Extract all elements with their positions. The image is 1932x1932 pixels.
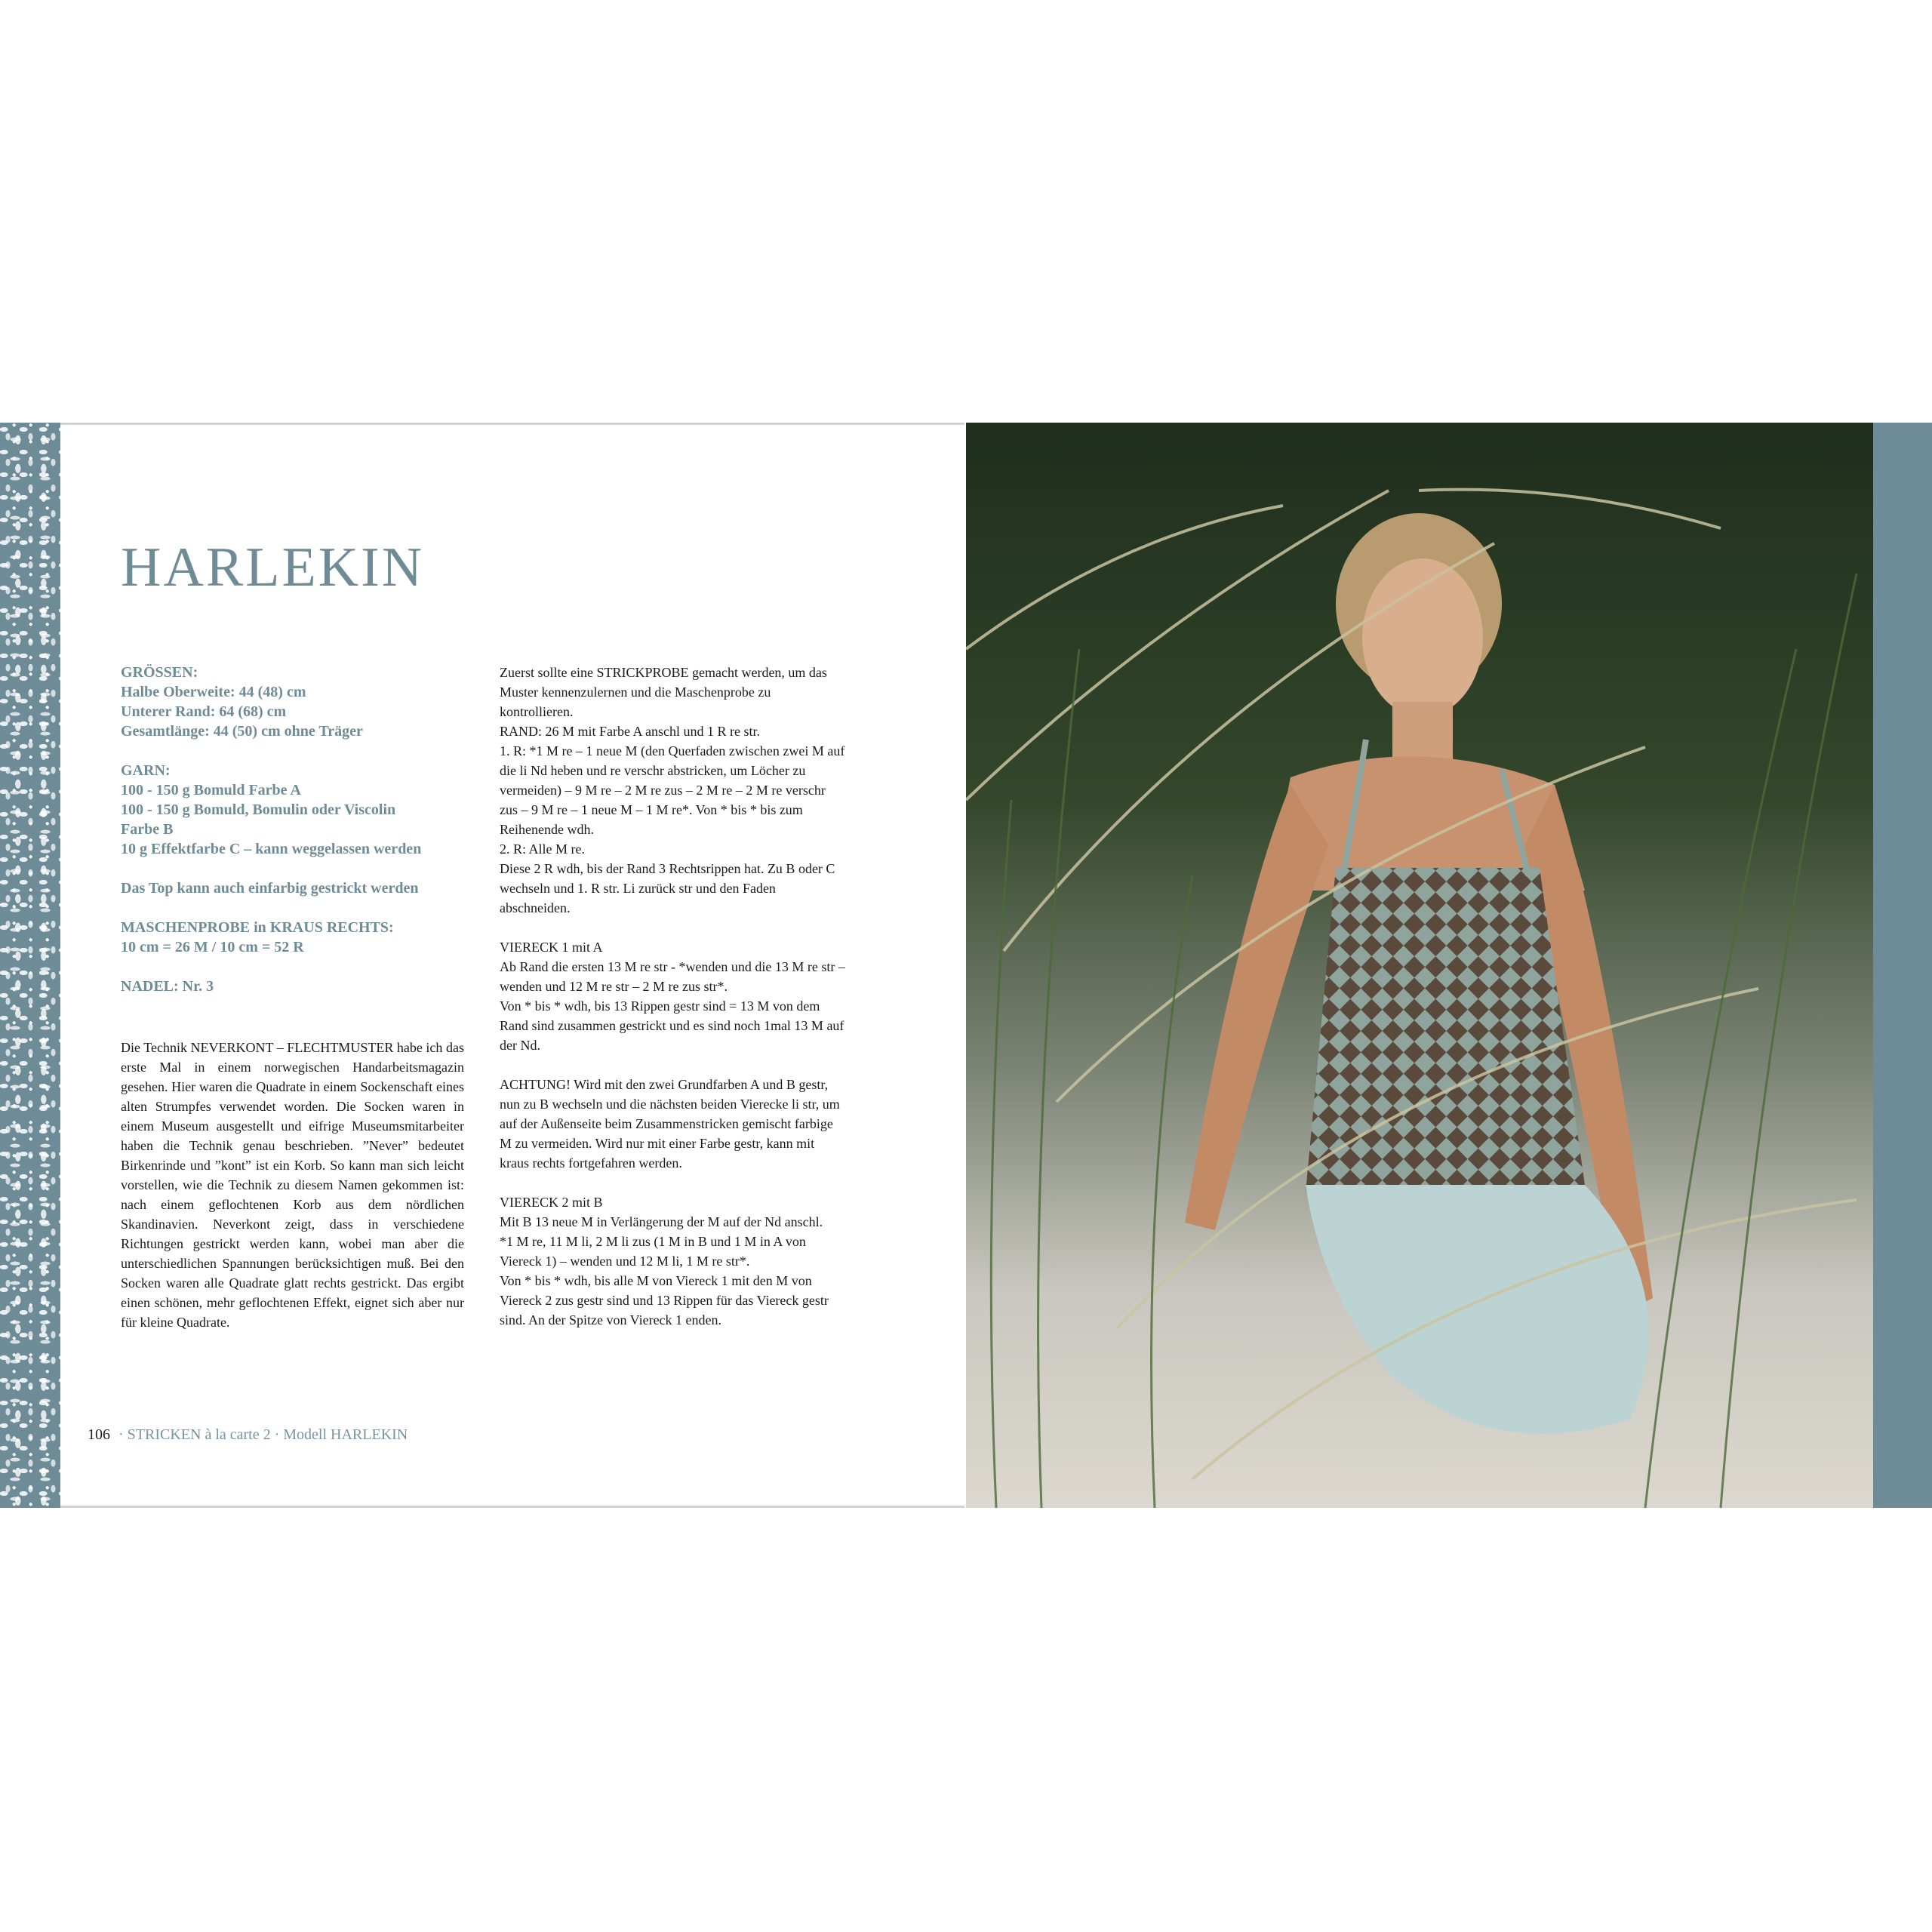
model-photo-illustration	[966, 423, 1873, 1508]
instructions-column	[500, 663, 847, 1330]
yarn-line: 100 - 150 g Bomuld Farbe A	[121, 782, 301, 798]
sizes-line: Halbe Oberweite: 44 (48) cm	[121, 684, 306, 700]
running-footer: · STRICKEN à la carte 2 · Modell HARLEKIN	[118, 1426, 408, 1443]
page-footer	[88, 1426, 408, 1444]
model-photo	[966, 423, 1873, 1508]
sizes-line: Unterer Rand: 64 (68) cm	[121, 703, 287, 720]
instruction-paragraph: Von * bis * wdh, bis alle M von Viereck 1 mit den M von Viereck 2 zus gestr sind und 13 Rippen für das Viereck gestr sind. An der Spitze von Viereck 1 enden.	[500, 1273, 829, 1327]
instruction-paragraph: Diese 2 R wdh, bis der Rand 3 Rechtsrippen hat. Zu B oder C wechseln und 1. R str. Li zurück str und den Faden abschneiden.	[500, 861, 835, 915]
knit-pattern-strip	[0, 423, 60, 1508]
warning-paragraph: ACHTUNG! Wird mit den zwei Grundfarben A und B gestr, nun zu B wechseln und die nächsten beiden Vierecke li str, um auf der Außenseite beim Zusammenstricken gemischt farbige M zu vermeiden. Wird nur mit einer Farbe gestr, kann mit kraus rechts fortgefahren werden.	[500, 1077, 840, 1171]
instruction-paragraph: *1 M re, 11 M li, 2 M li zus (1 M in B und 1 M in A von Viereck 1) – wenden und 12 M li, 1 M re str*.	[500, 1234, 806, 1269]
yarn-line: 100 - 150 g Bomuld, Bomulin oder Viscolin	[121, 801, 396, 818]
sizes-heading: GRÖSSEN:	[121, 664, 198, 681]
section-heading: VIERECK 2 mit B	[500, 1195, 603, 1210]
yarn-heading: GARN:	[121, 762, 171, 779]
sizes-line: Gesamtlänge: 44 (50) cm ohne Träger	[121, 723, 363, 740]
instruction-paragraph: Zuerst sollte eine STRICKPROBE gemacht werden, um das Muster kennenzulernen und die Maschenprobe zu kontrollieren.	[500, 665, 827, 719]
right-color-band	[1873, 423, 1932, 1508]
needle-size: NADEL: Nr. 3	[121, 978, 214, 995]
page-number: 106	[88, 1426, 110, 1443]
page-title: HARLEKIN	[121, 537, 425, 598]
yarn-line: Farbe B	[121, 821, 174, 838]
instruction-paragraph: 1. R: *1 M re – 1 neue M (den Querfaden zwischen zwei M auf die li Nd heben und re verschr abstricken, um Löcher zu vermeiden) – 9 M re – 2 M re zus – 2 M re – 2 M re verschr zus – 9 M re – 1 neue M – 1 M re*. Von * bis * bis zum Reihenende wdh.	[500, 743, 845, 837]
section-heading: VIERECK 1 mit A	[500, 940, 603, 955]
instruction-paragraph: RAND: 26 M mit Farbe A anschl und 1 R re str.	[500, 724, 760, 739]
single-color-note: Das Top kann auch einfarbig gestrickt werden	[121, 880, 419, 897]
gauge-line: 10 cm = 26 M / 10 cm = 52 R	[121, 939, 304, 955]
yarn-line: 10 g Effektfarbe C – kann weggelassen werden	[121, 841, 422, 857]
book-spread	[0, 423, 1932, 1508]
instruction-paragraph: Ab Rand die ersten 13 M re str - *wenden und die 13 M re str – wenden und 12 M re str – 2 M re zus str*.	[500, 959, 845, 994]
intro-paragraph: Die Technik NEVERKONT – FLECHTMUSTER habe ich das erste Mal in einem norwegischen Handarbeitsmagazin gesehen. Hier waren die Quadrate in einem Sockenschaft eines alten Strumpfes verwendet worden. Die Socken waren in einem Museum ausgestellt und eifrige Museumsmitarbeiter haben die Technik genau beschrieben. ”Never” bedeutet Birkenrinde und ”kont” ist ein Korb. So kann man sich leicht vorstellen, wie die Technik zu diesem Namen gekommen ist: nach einem geflochtenen Korb aus dem nördlichen Skandinavien. Neverkont zeigt, dass in verschiedene Richtungen gestrickt werden kann, wobei man aber die unterschiedlichen Spannungen berücksichtigen muß. Bei den Socken waren alle Quadrate glatt rechts gestrickt. Das ergibt einen schönen, mehr geflochtenen Effekt, eignet sich aber nur für kleine Quadrate.	[121, 1040, 464, 1330]
instruction-paragraph: Mit B 13 neue M in Verlängerung der M auf der Nd anschl.	[500, 1214, 823, 1229]
instruction-paragraph: Von * bis * wdh, bis 13 Rippen gestr sind = 13 M von dem Rand sind zusammen gestrickt und es sind noch 1mal 13 M auf der Nd.	[500, 998, 844, 1053]
specs-block	[121, 663, 475, 996]
instruction-paragraph: 2. R: Alle M re.	[500, 841, 585, 857]
gauge-heading: MASCHENPROBE in KRAUS RECHTS:	[121, 919, 394, 936]
